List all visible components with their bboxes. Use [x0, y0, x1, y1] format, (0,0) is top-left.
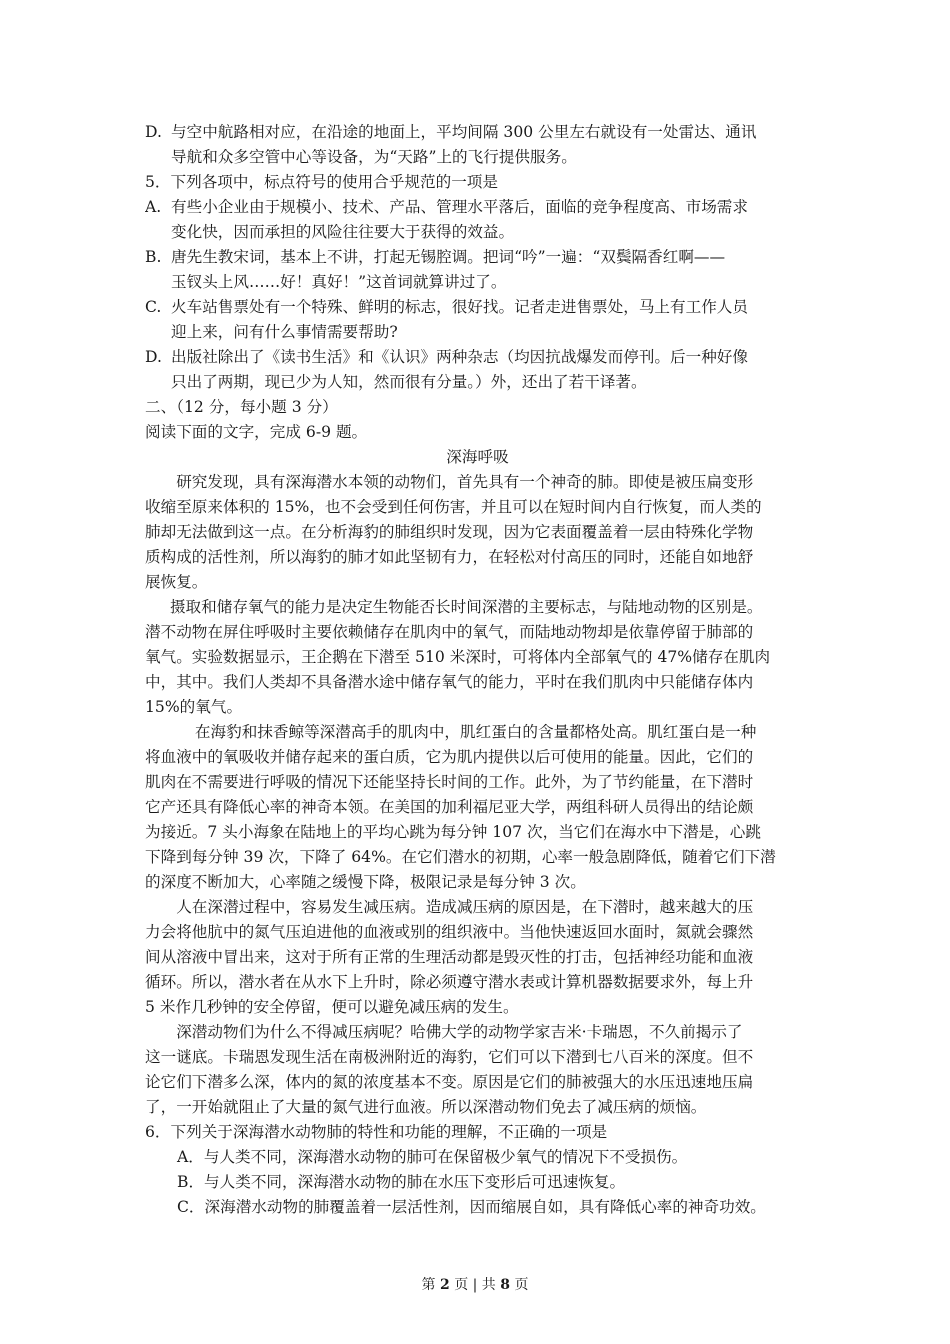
- passage-paragraph-2: [145, 595, 810, 720]
- option-label: D.: [145, 348, 162, 366]
- passage-line: 氧气。实验数据显示，王企鹅在下潜至 510 米深时，可将体内全部氧气的 47%储存在肌肉: [145, 648, 771, 666]
- option-text-cont: 只出了两期，现已少为人知，然而很有分量。）外，还出了若干译著。: [171, 373, 647, 391]
- passage-line: 潜不动物在屏住呼吸时主要依赖储存在肌肉中的氧气，而陆地动物却是依靠停留于肺部的: [145, 623, 754, 641]
- option-text: 有些小企业由于规模小、技术、产品、管理水平落后，面临的竞争程度高、市场需求: [171, 198, 748, 216]
- passage-line: 研究发现，具有深海潜水本领的动物们，首先具有一个神奇的肺。即使是被压扁变形: [176, 473, 754, 491]
- option-text-cont: 玉钗头上风……好！真好！”这首词就算讲过了。: [171, 273, 507, 291]
- passage-line: 质构成的活性剂，所以海豹的肺才如此坚韧有力，在轻松对付高压的同时，还能自如地舒: [145, 548, 754, 566]
- footer-middle: 页 | 共: [454, 1277, 496, 1293]
- q6-option-b: B．与人类不同，深海潜水动物的肺在水压下变形后可迅速恢复。: [177, 1173, 626, 1191]
- passage-paragraph-1: [145, 470, 810, 595]
- footer-prefix: 第: [421, 1277, 436, 1293]
- q5-option-a: [145, 195, 810, 220]
- document-page: [145, 120, 810, 1220]
- passage-line: 肺却无法做到这一点。在分析海豹的肺组织时发现，因为它表面覆盖着一层由特殊化学物: [145, 523, 754, 541]
- passage-line: 它产还具有降低心率的神奇本领。在美国的加利福尼亚大学，两组科研人员得出的结论颇: [145, 798, 754, 816]
- passage-line: 将血液中的氧吸收并储存起来的蛋白质，它为肌内提供以后可使用的能量。因此，它们的: [145, 748, 754, 766]
- q5-option-d: [145, 345, 810, 370]
- q6-option-c: C．深海潜水动物的肺覆盖着一层活性剂，因而缩展自如，具有降低心率的神奇功效。: [177, 1198, 766, 1216]
- passage-title: 深海呼吸: [446, 448, 509, 466]
- q4-option-d: [145, 120, 810, 145]
- passage-line: 这一谜底。卡瑞恩发现生活在南极洲附近的海豹，它们可以下潜到七八百米的深度。但不: [145, 1048, 754, 1066]
- passage-line: 中，其中。我们人类却不具备潜水途中储存氧气的能力，平时在我们肌肉中只能储存体内: [145, 673, 754, 691]
- option-label: A.: [145, 198, 162, 216]
- passage-line: 摄取和储存氧气的能力是决定生物能否长时间深潜的主要标志，与陆地动物的区别是。: [169, 598, 763, 616]
- passage-line: 间从溶液中冒出来，这对于所有正常的生理活动都是毁灭性的打击，包括神经功能和血液: [145, 948, 754, 966]
- option-text: 与空中航路相对应，在沿途的地面上，平均间隔 300 公里左右就设有一处雷达、通讯: [171, 123, 757, 141]
- option-text: 火车站售票处有一个特殊、鲜明的标志，很好找。记者走进售票处，马上有工作人员: [171, 298, 748, 316]
- passage-line: 展恢复。: [145, 573, 208, 591]
- passage-line: 了，一开始就阻止了大量的氮气进行血液。所以深潜动物们免去了减压病的烦恼。: [145, 1098, 707, 1116]
- passage-paragraph-4: [145, 895, 810, 1020]
- passage-line: 5 米作几秒钟的安全停留，便可以避免减压病的发生。: [145, 998, 519, 1016]
- passage-line: 收缩至原来体积的 15%，也不会受到任何伤害，并且可以在短时间内自行恢复，而人类的: [145, 498, 762, 516]
- option-label: C.: [145, 298, 162, 316]
- passage-line: 循环。所以，潜水者在从水下上升时，除必须遵守潜水表或计算机器数据要求外，每上升: [145, 973, 754, 991]
- option-label: D.: [145, 123, 162, 141]
- footer-suffix: 页: [514, 1277, 529, 1293]
- option-text: 唐先生教宋词，基本上不讲，打起无锡腔调。把词“吟”一遍：“双鬓隔香红啊——: [171, 248, 726, 266]
- reading-instruction: 阅读下面的文字，完成 6-9 题。: [145, 423, 368, 441]
- passage-line: 论它们下潜多么深，体内的氮的浓度基本不变。原因是它们的肺被强大的水压迅速地压扁: [145, 1073, 754, 1091]
- section-heading: 二、（12 分，每小题 3 分）: [145, 398, 338, 416]
- q5-option-c: [145, 295, 810, 320]
- option-text: 出版社除出了《读书生活》和《认识》两种杂志（均因抗战爆发而停刊。后一种好像: [171, 348, 748, 366]
- passage-line: 深潜动物们为什么不得减压病呢？哈佛大学的动物学家吉米·卡瑞恩，不久前揭示了: [176, 1023, 743, 1041]
- passage-line: 为接近。7 头小海象在陆地上的平均心跳为每分钟 107 次，当它们在海水中下潜是，心跳: [145, 823, 761, 841]
- q5-option-b: [145, 245, 810, 270]
- passage-paragraph-5: [145, 1020, 810, 1120]
- q5-stem: 5．下列各项中，标点符号的使用合乎规范的一项是: [145, 173, 498, 191]
- option-text-cont: 迎上来，问有什么事情需要帮助?: [171, 323, 398, 341]
- page-footer: [0, 1274, 950, 1294]
- passage-line: 在海豹和抹香鲸等深潜高手的肌肉中，肌红蛋白的含量都格处高。肌红蛋白是一种: [194, 723, 757, 741]
- q6-stem: 6．下列关于深海潜水动物肺的特性和功能的理解，不正确的一项是: [145, 1123, 608, 1141]
- passage-line: 下降到每分钟 39 次，下降了 64%。在它们潜水的初期，心率一般急剧降低，随着它们下潜: [145, 848, 776, 866]
- passage-line: 的深度不断加大，心率随之缓慢下降，极限记录是每分钟 3 次。: [145, 873, 586, 891]
- footer-page-number: 2: [439, 1277, 450, 1293]
- passage-line: 力会将他肮中的氮气压迫进他的血液或别的组织液中。当他快速返回水面时，氮就会骤然: [145, 923, 754, 941]
- footer-total-pages: 8: [500, 1277, 511, 1293]
- passage-line: 15%的氧气。: [145, 698, 243, 716]
- passage-line: 肌肉在不需要进行呼吸的情况下还能坚持长时间的工作。此外，为了节约能量，在下潜时: [145, 773, 754, 791]
- passage-line: 人在深潜过程中，容易发生减压病。造成减压病的原因是，在下潜时，越来越大的压: [176, 898, 754, 916]
- option-label: B.: [145, 248, 162, 266]
- option-text-cont: 变化快，因而承担的风险往往要大于获得的效益。: [171, 223, 515, 241]
- option-text-cont: 导航和众多空管中心等设备，为“天路”上的飞行提供服务。: [171, 148, 577, 166]
- q6-option-a: A．与人类不同，深海潜水动物的肺可在保留极少氧气的情况下不受损伤。: [177, 1148, 688, 1166]
- passage-paragraph-3: [145, 720, 810, 895]
